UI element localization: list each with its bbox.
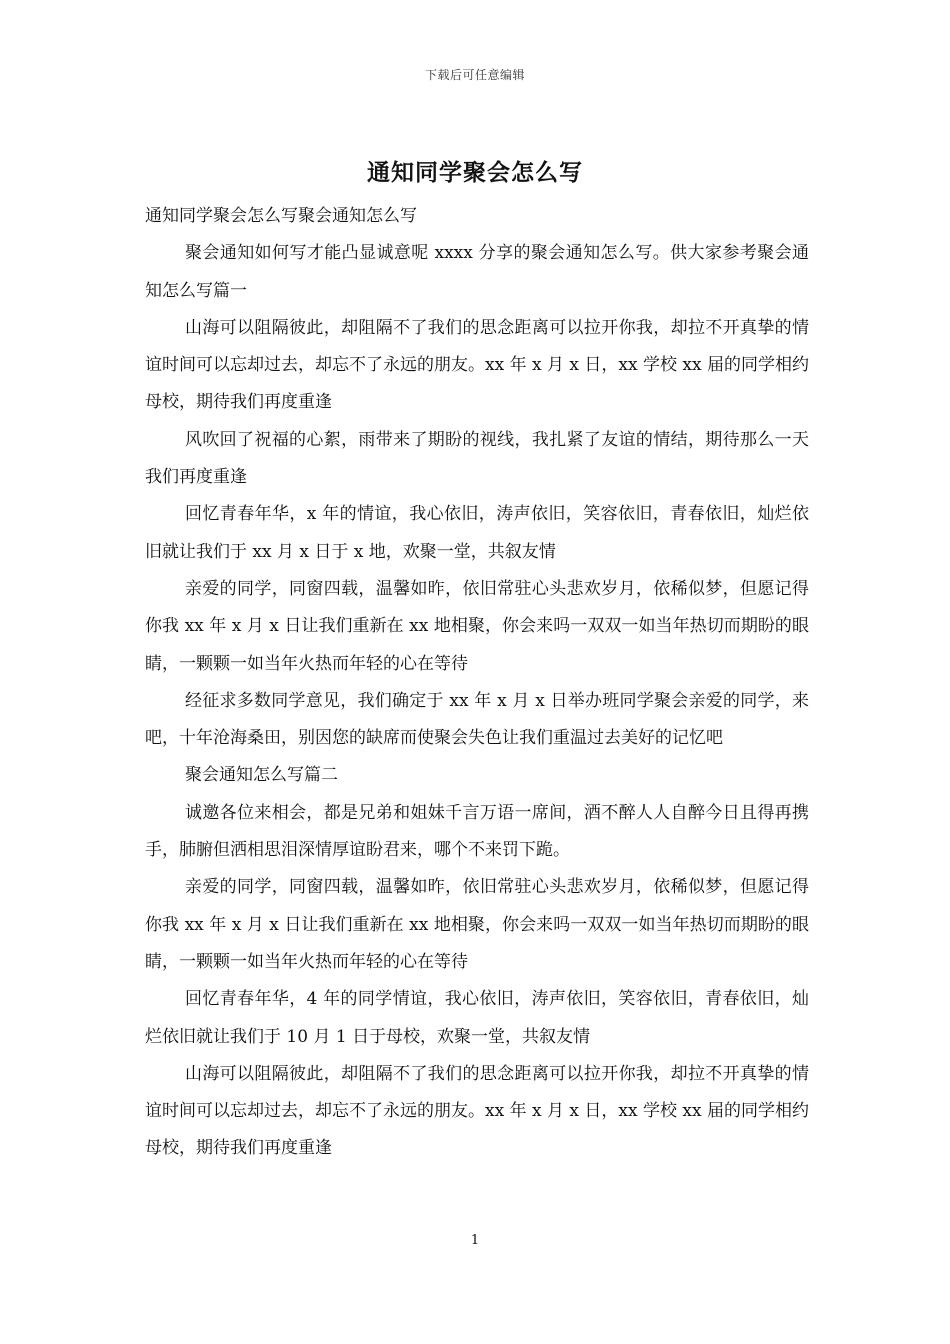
header-note: 下载后可任意编辑 bbox=[424, 68, 525, 82]
paragraph: 通知同学聚会怎么写聚会通知怎么写 bbox=[145, 206, 417, 226]
paragraph: 山海可以阻隔彼此，却阻隔不了我们的思念距离可以拉开你我，却拉不开真挚的情谊时间可以忘却过去，却忘不了永远的朋友。xx 年 x 月 x 日，xx 学校 xx 届的同学相约母校，期待我们再度重逢 bbox=[145, 1063, 809, 1159]
paragraph: 聚会通知如何写才能凸显诚意呢 xxxx 分享的聚会通知怎么写。供大家参考聚会通知怎么写篇一 bbox=[145, 243, 809, 301]
document-body bbox=[145, 198, 809, 1168]
paragraph: 经征求多数同学意见，我们确定于 xx 年 x 月 x 日举办班同学聚会亲爱的同学，来吧，十年沧海桑田，别因您的缺席而使聚会失色让我们重温过去美好的记忆吧 bbox=[145, 690, 809, 749]
page-number: 1 bbox=[470, 1233, 480, 1248]
document-title: 通知同学聚会怎么写 bbox=[367, 159, 583, 186]
paragraph: 亲爱的同学，同窗四载，温馨如昨，依旧常驻心头悲欢岁月，依稀似梦，但愿记得你我 xx 年 x 月 x 日让我们重新在 xx 地相聚，你会来吗一双双一如当年热切而期盼的眼睛，一颗颗一如当年火热而年轻的心在等待 bbox=[145, 578, 809, 674]
paragraph: 亲爱的同学，同窗四载，温馨如昨，依旧常驻心头悲欢岁月，依稀似梦，但愿记得你我 xx 年 x 月 x 日让我们重新在 xx 地相聚，你会来吗一双双一如当年热切而期盼的眼睛，一颗颗一如当年火热而年轻的心在等待 bbox=[145, 877, 809, 972]
paragraph: 回忆青春年华，4 年的同学情谊，我心依旧，涛声依旧，笑容依旧，青春依旧，灿烂依旧就让我们于 10 月 1 日于母校，欢聚一堂，共叙友情 bbox=[145, 989, 809, 1047]
section-heading: 聚会通知怎么写篇二 bbox=[185, 765, 338, 786]
paragraph: 风吹回了祝福的心絮，雨带来了期盼的视线，我扎紧了友谊的情结，期待那么一天我们再度重逢 bbox=[145, 429, 809, 488]
paragraph: 山海可以阻隔彼此，却阻隔不了我们的思念距离可以拉开你我，却拉不开真挚的情谊时间可以忘却过去，却忘不了永远的朋友。xx 年 x 月 x 日，xx 学校 xx 届的同学相约母校，期待我们再度重逢 bbox=[145, 317, 809, 413]
paragraph: 诚邀各位来相会，都是兄弟和姐妹千言万语一席间，酒不醉人人自醉今日且得再携手，肺腑但洒相思泪深情厚谊盼君来，哪个不来罚下跪。 bbox=[145, 802, 809, 861]
paragraph: 回忆青春年华，x 年的情谊，我心依旧，涛声依旧，笑容依旧，青春依旧，灿烂依旧就让我们于 xx 月 x 日于 x 地，欢聚一堂，共叙友情 bbox=[145, 504, 809, 562]
